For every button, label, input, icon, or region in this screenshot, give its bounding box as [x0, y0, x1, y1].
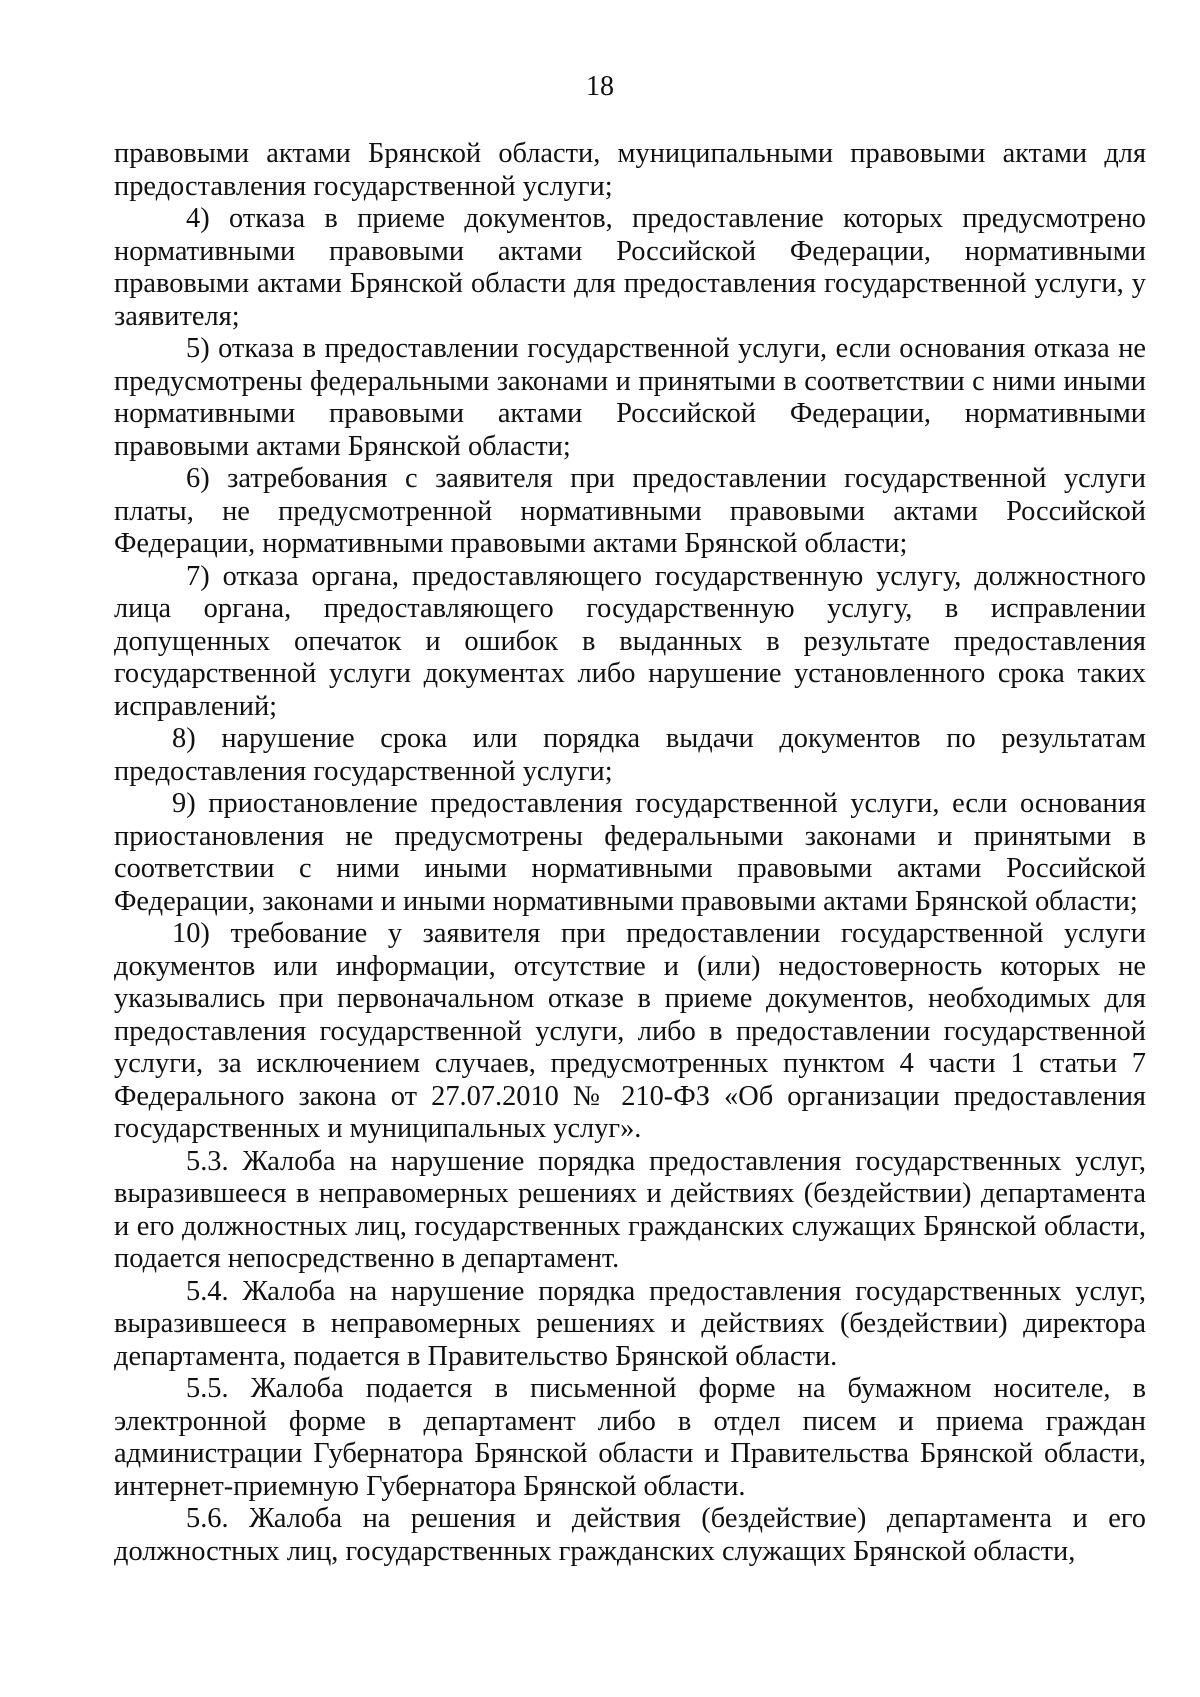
paragraph-5-3: 5.3. Жалоба на нарушение порядка предоставления государственных услуг, выразившееся в неправомерных решениях и действиях (бездействии) департамента и его должностных лиц, государственных гражданских служащих Брянской области, подается непосредственно в департамент. [114, 1145, 1146, 1274]
paragraph-5-4: 5.4. Жалоба на нарушение порядка предоставления государственных услуг, выразившееся в неправомерных решениях и действиях (бездействии) директора департамента, подается в Правительство Брянской области. [114, 1275, 1146, 1372]
paragraph-item-9: 9) приостановление предоставления государственной услуги, если основания приостановления не предусмотрены федеральными законами и принятыми в соответствии с ними иными нормативными правовыми актами Российской Федерации, законами и иными нормативными правовыми актами Брянской области; [114, 788, 1146, 917]
paragraph-item-4: 4) отказа в приеме документов, предоставление которых предусмотрено нормативными правовыми актами Российской Федерации, нормативными правовыми актами Брянской области для предоставления государственной услуги, у заявителя; [114, 203, 1146, 332]
paragraph-5-5: 5.5. Жалоба подается в письменной форме на бумажном носителе, в электронной форме в департамент либо в отдел писем и приема граждан администрации Губернатора Брянской области и Правительства Брянской области, интернет-приемную Губернатора Брянской области. [114, 1373, 1146, 1502]
paragraph-continuation: правовыми актами Брянской области, муниципальными правовыми актами для предоставления государственной услуги; [114, 138, 1146, 202]
paragraph-item-6: 6) затребования с заявителя при предоставлении государственной услуги платы, не предусмотренной нормативными правовыми актами Российской Федерации, нормативными правовыми актами Брянской области; [114, 463, 1146, 559]
paragraph-5-6: 5.6. Жалоба на решения и действия (бездействие) департамента и его должностных лиц, государственных гражданских служащих Брянской области, [114, 1503, 1146, 1567]
paragraph-item-10: 10) требование у заявителя при предоставлении государственной услуги документов или информации, отсутствие и (или) недостоверность которых не указывались при первоначальном отказе в приеме документов, необходимых для предоставления государственной услуги, либо в предоставлении государственной услуги, за исключением случаев, предусмотренных пунктом 4 части 1 статьи 7 Федерального закона от 27.07.2010 № 210-ФЗ «Об организации предоставления государственных и муниципальных услуг». [114, 918, 1146, 1144]
page-number: 18 [586, 71, 614, 102]
paragraph-item-7: 7) отказа органа, предоставляющего государственную услугу, должностного лица органа, предоставляющего государственную услугу, в исправлении допущенных опечаток и ошибок в выданных в результате предоставления государственной услуги документах либо нарушение установленного срока таких исправлений; [114, 560, 1146, 722]
paragraph-item-8: 8) нарушение срока или порядка выдачи документов по результатам предоставления государственной услуги; [114, 723, 1146, 787]
paragraph-item-5: 5) отказа в предоставлении государственной услуги, если основания отказа не предусмотрены федеральными законами и принятыми в соответствии с ними иными нормативными правовыми актами Российской Федерации, нормативными правовыми актами Брянской области; [114, 333, 1146, 462]
document-body [114, 138, 1146, 1568]
